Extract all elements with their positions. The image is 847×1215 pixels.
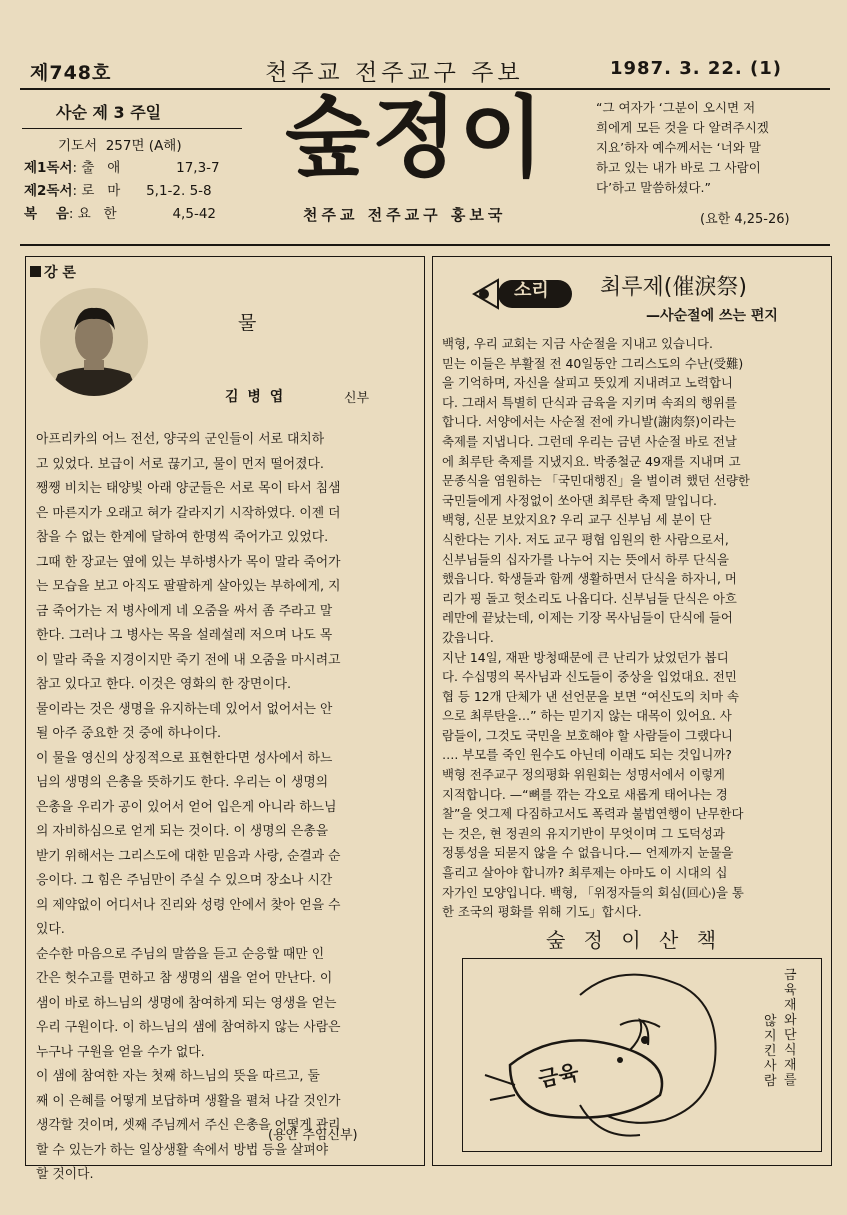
section-label: 강 론 bbox=[44, 265, 76, 281]
body-line: …. 부모를 죽인 원수도 아닌데 이래도 되는 것입니까? bbox=[442, 747, 732, 763]
body-line: 협 등 12개 단체가 낸 선언문을 보면 “여신도의 치마 속 bbox=[442, 688, 740, 704]
editorial-title: 물 bbox=[238, 312, 257, 334]
body-line: 우리 구원이다. 이 하느님의 샘에 참여하지 않는 사람은 bbox=[36, 1020, 341, 1035]
publisher: 천주교 전주교구 홍보국 bbox=[303, 206, 507, 224]
body-line: 이 말라 죽을 지경이지만 죽기 전에 내 오줌을 마시려고 bbox=[36, 652, 341, 668]
body-line: 응이다. 그 힘은 주님만이 주실 수 있으며 장소나 시간 bbox=[36, 873, 333, 888]
prayer-book: 기도서 257면 (A해) bbox=[58, 138, 182, 154]
body-line: 이 샘에 참여한 자는 첫째 하느님의 뜻을 따르고, 둘 bbox=[36, 1069, 320, 1084]
body-line: 정통성을 되묻지 않을 수 없읍니다.— 언제까지 눈물을 bbox=[442, 845, 734, 861]
cartoon-drawing bbox=[470, 965, 760, 1145]
gospel-ref: : 요 한 4,5-42 bbox=[68, 206, 216, 222]
cartoon-caption-2: 않지킨 사람 bbox=[764, 1014, 777, 1089]
body-line: 누구나 구원을 얻을 수가 없다. bbox=[36, 1044, 205, 1060]
body-line: 다. 수십명의 목사님과 신도들이 중상을 입었대요. 전민 bbox=[442, 669, 737, 685]
body-line: 한 조국의 평화를 위해 기도」합시다. bbox=[442, 904, 642, 920]
body-line: 한다. 그러나 그 병사는 목을 설레설레 저으며 나도 목 bbox=[36, 628, 333, 643]
body-line: 은 마른지가 오래고 혀가 갈라지기 시작하였다. 이젠 더 bbox=[36, 505, 341, 521]
body-line: 백형, 신문 보았지요? 우리 교구 신부님 세 분이 단 bbox=[442, 512, 712, 528]
body-line: 은총을 우리가 공이 있어서 얻어 입은게 아니라 하느님 bbox=[36, 799, 337, 815]
cartoon-caption-1: 금육재와 단식재를 bbox=[784, 968, 797, 1088]
header-rule bbox=[20, 244, 830, 246]
body-line: 람들이, 그것도 국민을 보호해야 할 사람들이 그랬다니 bbox=[442, 727, 733, 743]
body-line: 쨍쨍 비치는 태양빛 아래 양군들은 서로 목이 타서 침샘 bbox=[36, 481, 341, 496]
quote-line: 다’하고 말씀하셨다.” bbox=[596, 180, 711, 195]
body-line: 백형, 우리 교회는 지금 사순절을 지내고 있습니다. bbox=[442, 336, 713, 351]
body-line: 는 모습을 보고 아직도 팔팔하게 살아있는 부하에게, 지 bbox=[36, 579, 341, 594]
body-line: 그때 한 장교는 옆에 있는 부하병사가 목이 말라 죽어가 bbox=[36, 554, 341, 570]
fish-label: 금육 bbox=[536, 1060, 581, 1092]
body-line: 샘이 바로 하느님의 생명에 참여하게 되는 영생을 얻는 bbox=[36, 995, 337, 1011]
body-line: 의 제약없이 어디서나 진리와 성령 안에서 찾아 얻을 수 bbox=[36, 897, 341, 913]
body-line: 백형 전주교구 정의평화 위원회는 성명서에서 이렇게 bbox=[442, 767, 726, 783]
body-line: 받기 위해서는 그리스도에 대한 믿음과 사랑, 순결과 순 bbox=[36, 848, 341, 864]
editorial-body bbox=[36, 428, 341, 1188]
body-line: 지적합니다. —“뼈를 깎는 각오로 새롭게 태어나는 경 bbox=[442, 786, 728, 802]
body-line: 을 기억하며, 자신을 살피고 뜻있게 지내려고 노력합니 bbox=[442, 375, 733, 391]
scripture-quote bbox=[596, 98, 828, 198]
quote-line: 지요’하자 예수께서는 ‘너와 말 bbox=[596, 140, 761, 155]
body-line: 순수한 마음으로 주님의 말씀을 듣고 순응할 때만 인 bbox=[36, 946, 325, 962]
body-line: 국민들에게 사정없이 쏘아댄 최루탄 축제 말입니다. bbox=[442, 492, 717, 508]
cartoon-title: 숲 정 이 산 책 bbox=[546, 928, 723, 952]
quote-line: 하고 있는 내가 바로 그 사람이 bbox=[596, 160, 761, 175]
body-line: 문종식을 염원하는 「국민대행진」을 벌이려 했던 선량한 bbox=[442, 473, 750, 489]
body-line: 식한다는 기사. 저도 교구 평협 임원의 한 사람으로서, bbox=[442, 531, 729, 547]
editorial-section bbox=[30, 262, 76, 282]
newsletter-title: 숲정이 bbox=[285, 86, 547, 189]
column-logo-label: 소리 bbox=[514, 280, 549, 301]
body-line: 있다. bbox=[36, 922, 65, 937]
column-subtitle: —사순절에 쓰는 편지 bbox=[646, 308, 778, 324]
body-line: 생각할 것이며, 셋째 주님께서 주신 은총을 어떻게 관리 bbox=[36, 1118, 341, 1133]
body-line: 물이라는 것은 생명을 유지하는데 있어서 없어서는 안 bbox=[36, 701, 333, 717]
body-line: 흘리고 살아야 합니까? 최루제는 아마도 이 시대의 십 bbox=[442, 865, 728, 881]
body-line: 될 아주 중요한 것 중에 하나이다. bbox=[36, 726, 222, 741]
body-line: 아프리카의 어느 전선, 양국의 군인들이 서로 대치하 bbox=[36, 432, 325, 447]
body-line: 찰”을 엇그제 다짐하고서도 폭력과 불법연행이 난무한다 bbox=[442, 806, 744, 822]
issue-date: 1987. 3. 22. (1) bbox=[610, 58, 782, 79]
gospel-reading bbox=[24, 204, 216, 224]
issue-number: 제748호 bbox=[30, 62, 112, 84]
body-line: 고 있었다. 보급이 서로 끊기고, 물이 먼저 떨어졌다. bbox=[36, 456, 324, 472]
body-line: 에 최루탄 축제를 지냈지요. 박종철군 49재를 지내며 고 bbox=[442, 453, 741, 469]
column-body bbox=[442, 334, 750, 922]
body-line: 할 수 있는가 하는 일상생활 속에서 방법 등을 살펴야 bbox=[36, 1142, 329, 1158]
body-line: 갔읍니다. bbox=[442, 629, 494, 645]
body-line: 다. 그래서 특별히 단식과 금육을 지키며 속죄의 행위를 bbox=[442, 394, 737, 410]
body-line: 했읍니다. 학생들과 함께 생활하면서 단식을 하자니, 머 bbox=[442, 571, 737, 587]
body-line: 님의 생명의 은총을 뜻하기도 한다. 우리는 이 생명의 bbox=[36, 775, 329, 790]
body-line: 지난 14일, 재판 방청때문에 큰 난리가 났었던가 봅디 bbox=[442, 649, 729, 665]
reading-1 bbox=[24, 158, 220, 178]
body-line: 믿는 이들은 부활절 전 40일동안 그리스도의 수난(受難) bbox=[442, 355, 744, 371]
body-line: 신부님들의 십자가를 나누어 지는 뜻에서 하루 단식을 bbox=[442, 551, 729, 567]
body-line: 합니다. 서양에서는 사순절 전에 카니발(謝肉祭)이라는 bbox=[442, 414, 736, 430]
reading-2 bbox=[24, 181, 212, 201]
divider bbox=[22, 128, 242, 129]
body-line: 는 것은, 현 정권의 유지기반이 무엇이며 그 도덕성과 bbox=[442, 825, 725, 841]
reading-2-ref: : 로 마 5,1-2. 5-8 bbox=[72, 183, 212, 199]
body-line: 레만에 끝났는데, 이제는 기장 목사님들이 단식에 들어 bbox=[442, 610, 733, 626]
reading-1-label: 제1독서 bbox=[24, 160, 73, 176]
author-title: 신부 bbox=[344, 391, 370, 406]
square-icon bbox=[30, 266, 41, 277]
body-line: 참을 수 없는 한계에 달하여 한명씩 죽어가고 있었다. bbox=[36, 530, 329, 545]
body-line: 축제를 지냅니다. 그런데 우리는 금년 사순절 바로 전날 bbox=[442, 433, 737, 449]
quote-line: 희에게 모든 것을 다 알려주시겠 bbox=[596, 120, 769, 135]
body-line: 금 죽어가는 저 병사에게 네 오줌을 싸서 좀 주라고 말 bbox=[36, 603, 333, 619]
body-line: 리가 핑 돌고 헛소리도 나옵디다. 신부님들 단식은 아흐 bbox=[442, 590, 737, 606]
publication-name: 천주교 전주교구 주보 bbox=[265, 60, 524, 86]
column-title: 최루제(催淚祭) bbox=[600, 275, 747, 300]
author-portrait bbox=[38, 286, 150, 398]
quote-source: (요한 4,25-26) bbox=[700, 212, 790, 227]
editorial-signature: (용안 주임신부) bbox=[268, 1128, 358, 1143]
body-line: 이 물을 영신의 상징적으로 표현한다면 성사에서 하느 bbox=[36, 750, 333, 766]
author-name: 김 병 엽 bbox=[225, 389, 286, 405]
body-line: 간은 헛수고를 면하고 참 생명의 샘을 얻어 만난다. 이 bbox=[36, 971, 333, 986]
body-line: 째 이 은혜를 어떻게 보답하며 생활을 펼쳐 나갈 것인가 bbox=[36, 1093, 341, 1109]
reading-2-label: 제2독서 bbox=[24, 183, 73, 199]
gospel-label: 복 음 bbox=[24, 206, 69, 222]
quote-line: “그 여자가 ‘그분이 오시면 저 bbox=[596, 100, 756, 115]
body-line: 의 자비하심으로 얻게 되는 것이다. 이 생명의 은총을 bbox=[36, 824, 329, 839]
sunday-title: 사순 제 3 주일 bbox=[56, 103, 162, 122]
body-line: 참고 있다고 한다. 이것은 영화의 한 장면이다. bbox=[36, 677, 292, 692]
reading-1-ref: : 출 애 17,3-7 bbox=[72, 160, 220, 176]
body-line: 으로 최루탄을…” 하는 믿기지 않는 대목이 있어요. 사 bbox=[442, 708, 732, 724]
body-line: 할 것이다. bbox=[36, 1167, 94, 1182]
body-line: 자가인 모양입니다. 백형, 「위정자들의 회심(回心)을 통 bbox=[442, 884, 744, 900]
